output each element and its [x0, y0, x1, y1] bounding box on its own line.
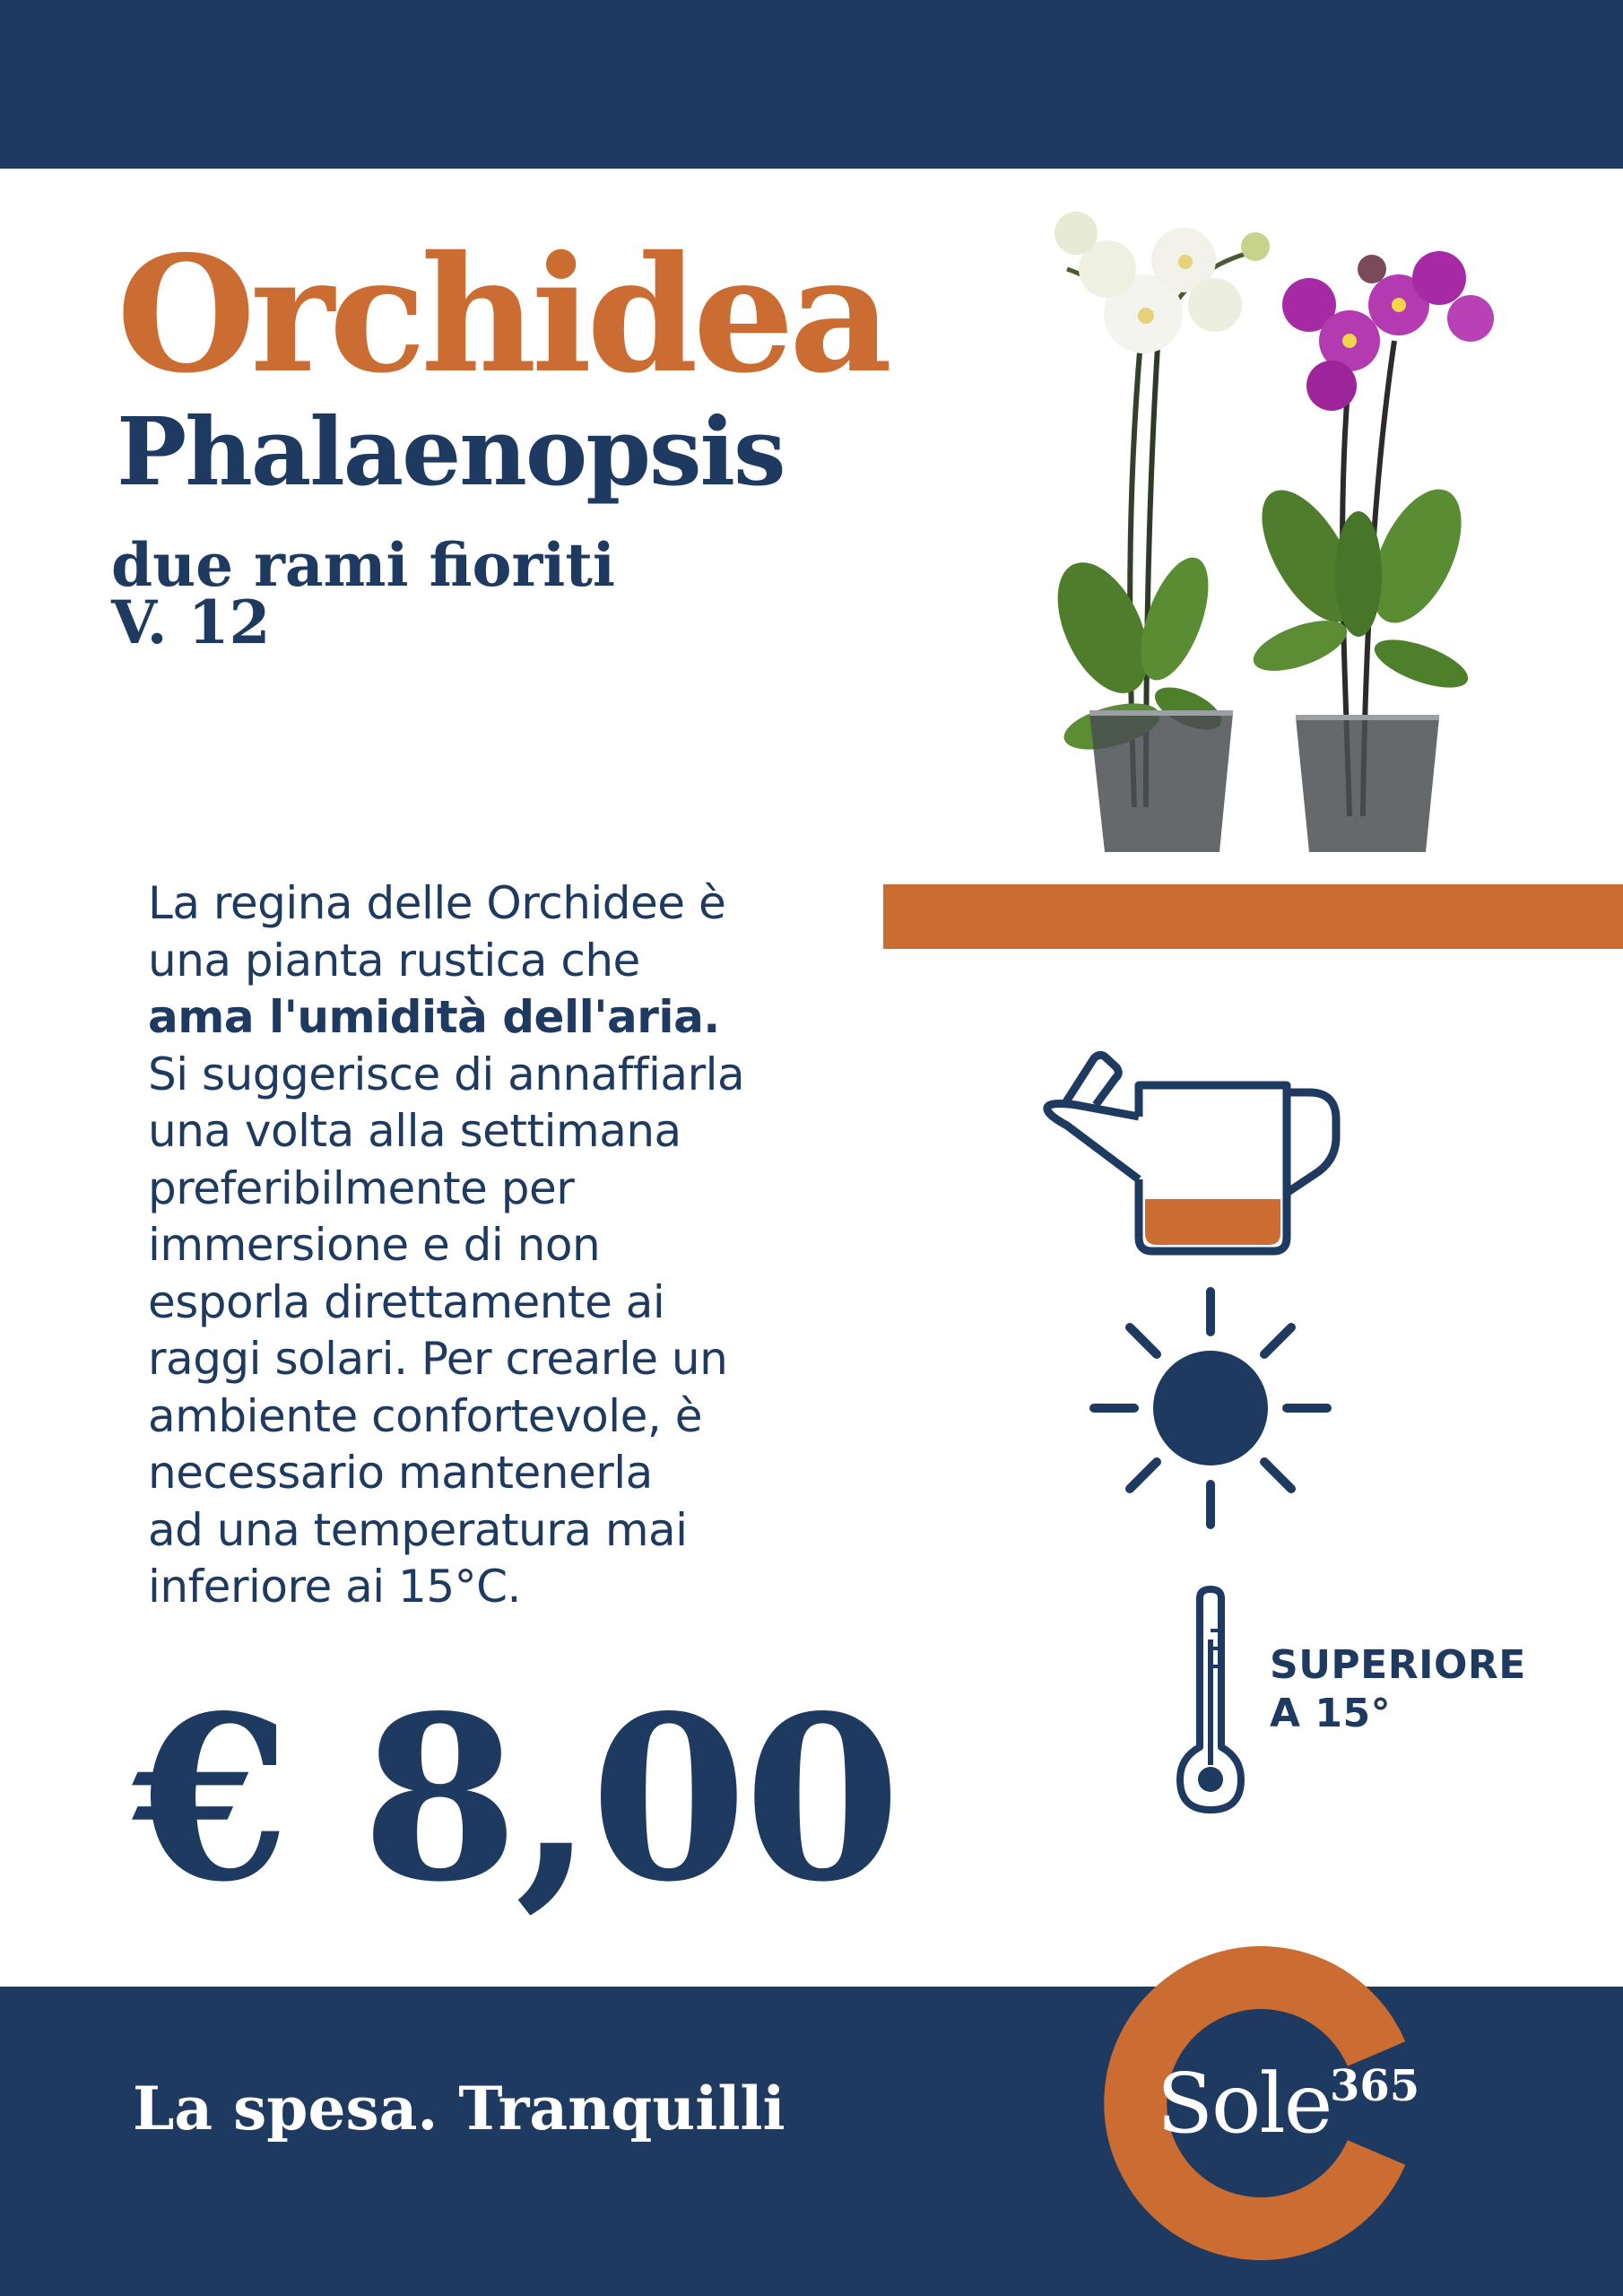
- top-banner: [0, 0, 1623, 169]
- description-line: esporla direttamente ai: [148, 1275, 665, 1328]
- description-line: immersione e di non: [148, 1219, 601, 1271]
- thermometer-icon: [1175, 1586, 1246, 1815]
- product-species: Phalaenopsis: [117, 396, 785, 507]
- product-detail-stems: due rami fioriti: [111, 530, 615, 600]
- product-description: [148, 875, 794, 1616]
- description-line: raggi solari. Per crearle un: [148, 1333, 728, 1385]
- description-line: ad una temperatura mai: [148, 1503, 688, 1556]
- sun-icon: [1085, 1283, 1336, 1534]
- brand-superscript: 365: [1330, 2061, 1420, 2111]
- description-line: inferiore ai 15°C.: [148, 1561, 521, 1613]
- brand-name: Sole: [1157, 2056, 1332, 2152]
- orchid-plants-photo: [1040, 197, 1515, 865]
- product-name: Orchidea: [117, 221, 888, 408]
- watering-can-icon: [1040, 1049, 1345, 1256]
- purple-orchid-plant: [1243, 251, 1494, 852]
- white-orchid-plant: [1040, 212, 1270, 852]
- description-line: Si suggerisce di annaffiarla: [148, 1048, 745, 1100]
- description-line: una volta alla settimana: [148, 1105, 681, 1157]
- temperature-label-line: A 15°: [1270, 1691, 1392, 1736]
- description-line: ambiente confortevole, è: [148, 1389, 702, 1442]
- product-detail-size: V. 12: [111, 587, 271, 657]
- product-details: [111, 530, 615, 657]
- temperature-label-line: SUPERIORE: [1270, 1642, 1526, 1688]
- accent-divider: [883, 884, 1623, 949]
- description-highlight: ama l'umidità dell'aria.: [148, 991, 720, 1043]
- description-line: necessario mantenerla: [148, 1447, 653, 1499]
- description-line: preferibilmente per: [148, 1161, 575, 1214]
- temperature-label: [1270, 1641, 1526, 1738]
- description-line: La regina delle Orchidee è: [148, 877, 726, 929]
- slogan: La spesa. Tranquilli: [133, 2074, 785, 2144]
- water-level-fill: [1145, 1199, 1280, 1245]
- price-tag: € 8,00: [133, 1666, 898, 1932]
- description-line: una pianta rustica che: [148, 934, 640, 987]
